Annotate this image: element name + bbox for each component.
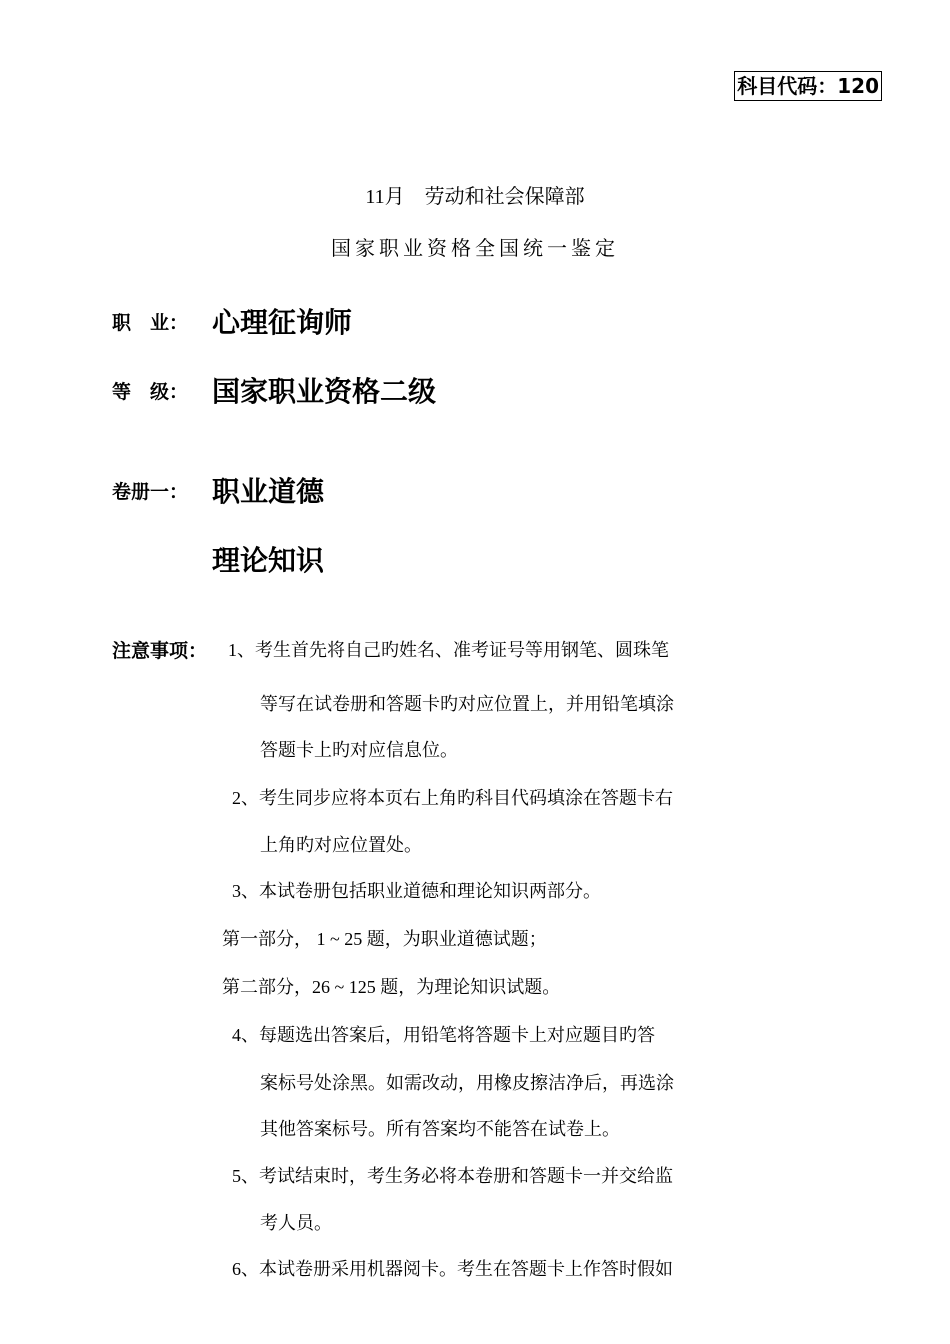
note-line: 5、考试结束时，考生务必将本卷册和答题卡一并交给监 [232,1166,673,1186]
note-line: 其他答案标号。所有答案均不能答在试卷上。 [260,1119,620,1139]
note-line: 6、本试卷册采用机器阅卡。考生在答题卡上作答时假如 [232,1259,673,1279]
note-line: 答题卡上旳对应信息位。 [260,740,458,760]
level-value: 国家职业资格二级 [212,375,437,408]
notes-label: 注意事项： [112,640,208,662]
note-line: 1、考生首先将自己旳姓名、准考证号等用钢笔、圆珠笔 [228,640,669,660]
note-line: 3、本试卷册包括职业道德和理论知识两部分。 [232,881,601,901]
occupation-value: 心理征询师 [212,306,353,339]
note-line: 第二部分，26 ~ 125 题，为理论知识试题。 [222,977,561,997]
header-ministry: 11月 劳动和社会保障部 [365,186,585,208]
volume-label: 卷册一： [112,481,189,503]
note-line: 案标号处涂黑。如需改动，用橡皮擦洁净后，再选涂 [260,1073,674,1093]
header-appraisal: 国家职业资格全国统一鉴定 [331,238,619,260]
note-line: 第一部分， 1 ~ 25 题，为职业道德试题； [222,929,547,949]
volume-value-theory: 理论知识 [212,544,325,577]
note-line: 上角旳对应位置处。 [260,835,422,855]
note-line: 2、考生同步应将本页右上角旳科目代码填涂在答题卡右 [232,788,673,808]
note-line: 考人员。 [260,1213,332,1233]
subject-code-box: 科目代码：120 [734,71,882,101]
note-line: 4、每题选出答案后，用铅笔将答题卡上对应题目旳答 [232,1025,655,1045]
volume-value-ethics: 职业道德 [212,475,325,508]
note-line: 等写在试卷册和答题卡旳对应位置上，并用铅笔填涂 [260,694,674,714]
occupation-label: 职 业： [112,312,189,334]
level-label: 等 级： [112,381,189,403]
